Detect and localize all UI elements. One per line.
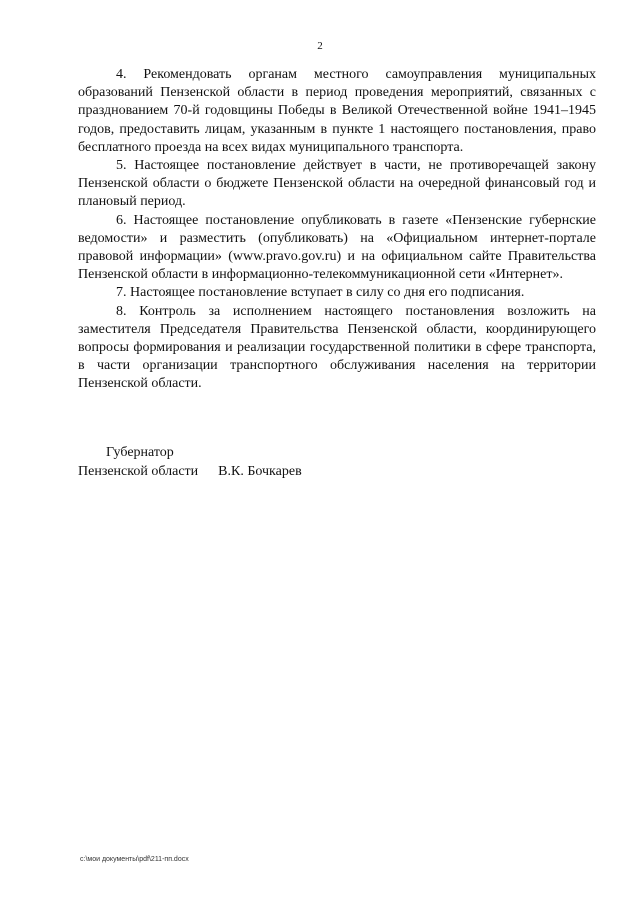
signature-block	[78, 443, 378, 481]
paragraph-6: 6. Настоящее постановление опубликовать в газете «Пензенские губернские ведомости» и разместить (опубликовать) на «Официальном интернет-портале правовой информации» (www.pravo.gov.ru) и на официальном сайте Правительства Пензенской области в информационно-телекоммуникационной сети «Интернет».	[78, 212, 596, 283]
signatory-region: Пензенской области	[78, 464, 199, 479]
footer-file-path: c:\мои документы\pdf\211-пп.docx	[80, 856, 189, 863]
document-body	[78, 66, 596, 394]
paragraph-4: 4. Рекомендовать органам местного самоуправления муниципальных образований Пензенской области в период проведения мероприятий, связанных с празднованием 70-й годовщины Победы в Великой Отечественной войне 1941–1945 годов, предоставить лицам, указанным в пункте 1 настоящего постановления, право бесплатного проезда на всех видах муниципального транспорта.	[78, 67, 596, 155]
paragraph-7: 7. Настоящее постановление вступает в силу со дня его подписания.	[116, 285, 525, 301]
paragraph-5: 5. Настоящее постановление действует в части, не противоречащей закону Пензенской области о бюджете Пензенской области на очередной финансовый год и плановый период.	[78, 158, 596, 210]
page-number: 2	[317, 40, 323, 52]
signatory-name: В.К. Бочкарев	[218, 464, 302, 479]
paragraph-8: 8. Контроль за исполнением настоящего постановления возложить на заместителя Председателя Правительства Пензенской области, координирующего вопросы формирования и реализации государственной политики в сфере транспорта, в части организации транспортного обслуживания населения на территории Пензенской области.	[78, 303, 596, 392]
signature-row	[78, 462, 378, 481]
signatory-title: Губернатор	[106, 445, 174, 460]
